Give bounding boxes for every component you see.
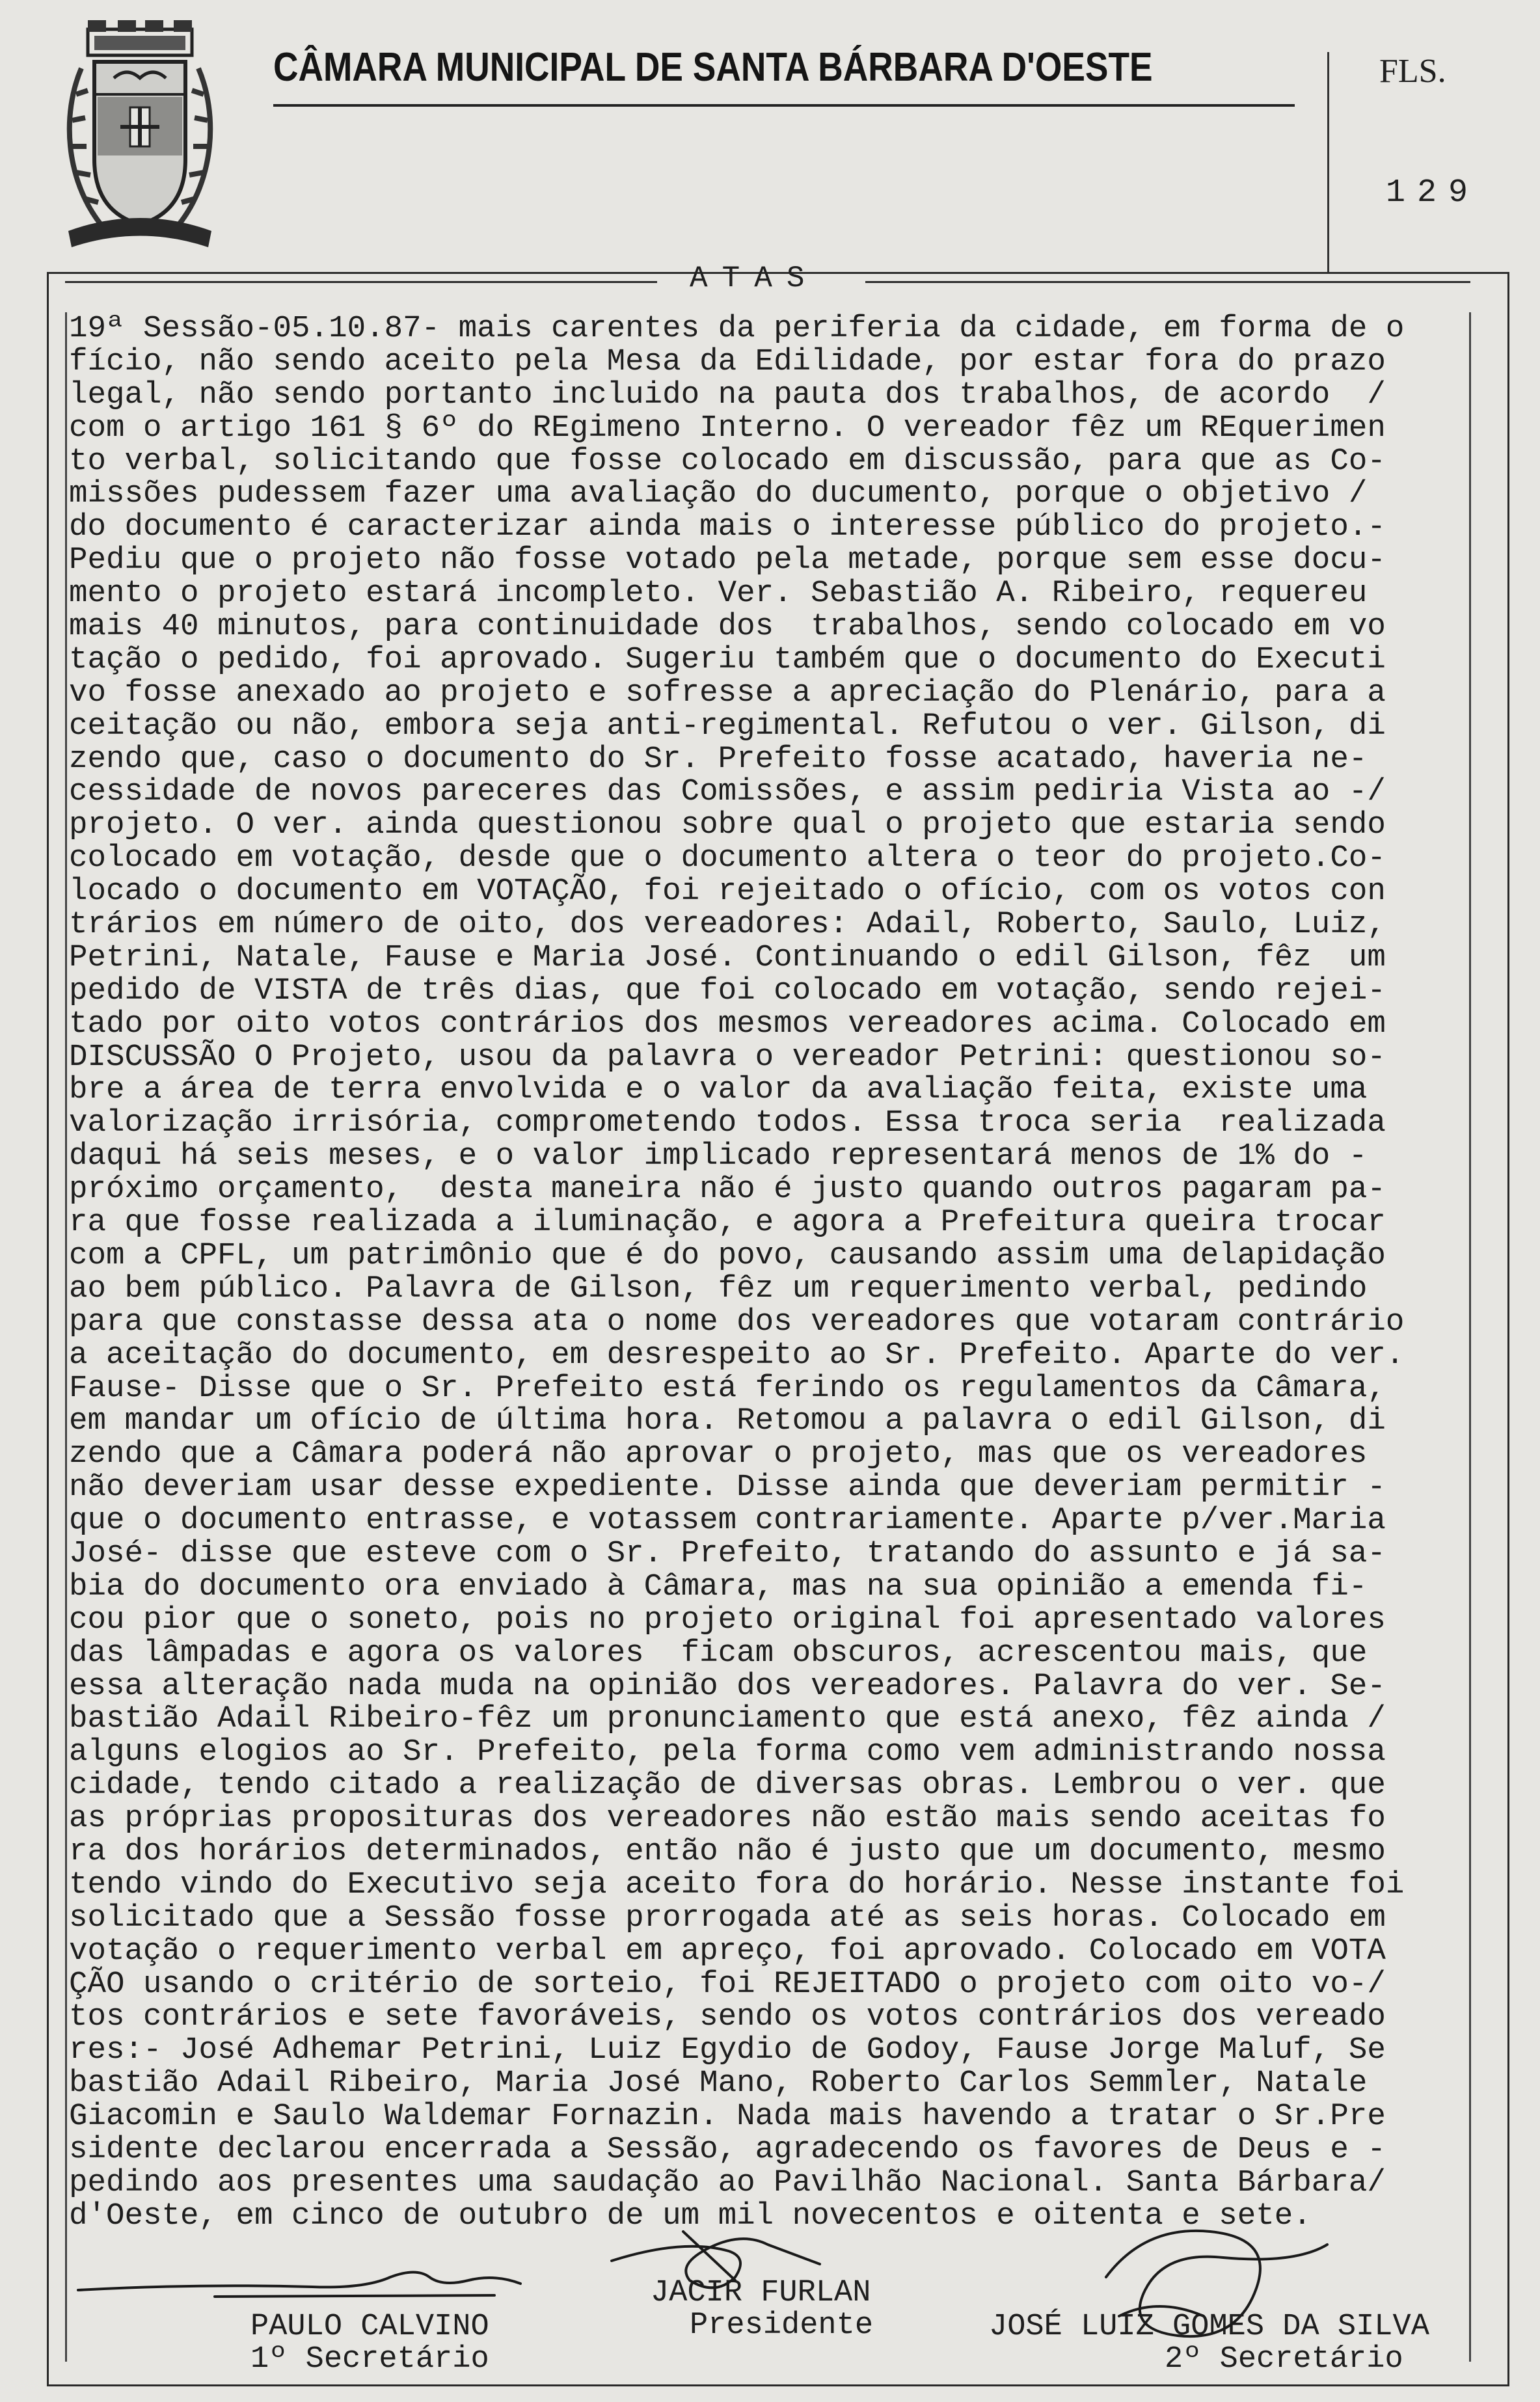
minutes-line: 19ª Sessão-05.10.87- mais carentes da periferia da cidade, em forma de o xyxy=(69,311,1405,346)
minutes-line: Giacomin e Saulo Waldemar Fornazin. Nada mais havendo a tratar o Sr.Pre xyxy=(69,2099,1386,2135)
minutes-line: ÇÃO usando o critério de sorteio, foi REJEITADO o projeto com oito vo-/ xyxy=(69,1966,1386,2002)
minutes-line: to verbal, solicitando que fosse colocado em discussão, para que as Co- xyxy=(69,443,1386,479)
minutes-line: bre a área de terra envolvida e o valor da avaliação feita, existe uma xyxy=(69,1072,1368,1108)
minutes-line: sidente declarou encerrada a Sessão, agradecendo os favores de Deus e - xyxy=(69,2131,1386,2167)
section-rule-left xyxy=(65,281,657,283)
president-name: JACIR FURLAN xyxy=(651,2276,871,2310)
minutes-line: ceitação ou não, embora seja anti-regimental. Refutou o ver. Gilson, di xyxy=(69,708,1386,744)
minutes-line: bastião Adail Ribeiro, Maria José Mano, Roberto Carlos Semmler, Natale xyxy=(69,2066,1368,2101)
minutes-line: mento o projeto estará incompleto. Ver. Sebastião A. Ribeiro, requereu xyxy=(69,576,1368,612)
minutes-line: das lâmpadas e agora os valores ficam obscuros, acrescentou mais, que xyxy=(69,1635,1368,1671)
minutes-line: com a CPFL, um patrimônio que é do povo, causando assim uma delapidação xyxy=(69,1237,1386,1273)
minutes-line: não deveriam usar desse expediente. Disse ainda que deveriam permitir - xyxy=(69,1470,1386,1505)
minutes-line: votação o requerimento verbal em apreço, foi aprovado. Colocado em VOTA xyxy=(69,1933,1386,1969)
first-secretary-name: PAULO CALVINO xyxy=(250,2310,489,2344)
minutes-line: tos contrários e sete favoráveis, sendo os votos contrários dos vereado xyxy=(69,1999,1386,2035)
minutes-line: pedindo aos presentes uma saudação ao Pavilhão Nacional. Santa Bárbara/ xyxy=(69,2165,1386,2200)
president-title: Presidente xyxy=(690,2308,874,2343)
minutes-line: colocado em votação, desde que o documento altera o teor do projeto.Co- xyxy=(69,841,1386,876)
minutes-line: próximo orçamento, desta maneira não é justo quando outros pagaram pa- xyxy=(69,1172,1386,1208)
minutes-line: cou pior que o soneto, pois no projeto original foi apresentado valores xyxy=(69,1602,1386,1638)
second-secretary-name: JOSÉ LUIZ GOMES DA SILVA xyxy=(989,2310,1429,2344)
margin-line-right xyxy=(1469,312,1471,2362)
minutes-line: José- disse que esteve com o Sr. Prefeito, tratando do assunto e já sa- xyxy=(69,1535,1386,1571)
municipal-crest-icon xyxy=(62,16,218,257)
title-underline xyxy=(273,104,1295,107)
minutes-line: que o documento entrasse, e votassem contrariamente. Aparte p/ver.Maria xyxy=(69,1503,1386,1539)
page-number: 129 xyxy=(1386,174,1480,211)
minutes-line: legal, não sendo portanto incluido na pauta dos trabalhos, de acordo / xyxy=(69,377,1386,412)
minutes-line: Fause- Disse que o Sr. Prefeito está ferindo os regulamentos da Câmara, xyxy=(69,1370,1386,1406)
minutes-line: trários em número de oito, dos vereadores: Adail, Roberto, Saulo, Luiz, xyxy=(69,907,1386,943)
minutes-line: d'Oeste, em cinco de outubro de um mil novecentos e oitenta e sete. xyxy=(69,2198,1312,2233)
minutes-line: Pediu que o projeto não fosse votado pela metade, porque sem esse docu- xyxy=(69,543,1386,578)
minutes-line: valorização irrisória, comprometendo todos. Essa troca seria realizada xyxy=(69,1105,1386,1141)
minutes-line: em mandar um ofício de última hora. Retomou a palavra o edil Gilson, di xyxy=(69,1403,1386,1439)
minutes-line: mais 40 minutos, para continuidade dos trabalhos, sendo colocado em vo xyxy=(69,609,1386,645)
minutes-line: as próprias proposituras dos vereadores não estão mais sendo aceitas fo xyxy=(69,1801,1386,1837)
minutes-line: zendo que a Câmara poderá não aprovar o projeto, mas que os vereadores xyxy=(69,1437,1368,1472)
minutes-line: fício, não sendo aceito pela Mesa da Edilidade, por estar fora do prazo xyxy=(69,344,1386,379)
fls-divider xyxy=(1327,52,1329,273)
minutes-line: bastião Adail Ribeiro-fêz um pronunciamento que está anexo, fêz ainda / xyxy=(69,1701,1386,1737)
document-title: CÂMARA MUNICIPAL DE SANTA BÁRBARA D'OESTE xyxy=(273,45,1153,90)
minutes-line: tado por oito votos contrários dos mesmos vereadores acima. Colocado em xyxy=(69,1006,1386,1042)
minutes-line: bia do documento ora enviado à Câmara, mas na sua opinião a emenda fi- xyxy=(69,1569,1368,1604)
minutes-line: do documento é caracterizar ainda mais o interesse público do projeto.- xyxy=(69,509,1386,545)
minutes-line: daqui há seis meses, e o valor implicado representará menos de 1% do - xyxy=(69,1139,1368,1174)
minutes-line: missões pudessem fazer uma avaliação do ducumento, porque o objetivo / xyxy=(69,476,1368,512)
minutes-line: projeto. O ver. ainda questionou sobre qual o projeto que estaria sendo xyxy=(69,807,1386,843)
minutes-line: locado o documento em VOTAÇÃO, foi rejeitado o ofício, com os votos con xyxy=(69,874,1386,910)
second-secretary-title: 2º Secretário xyxy=(1165,2342,1403,2377)
minutes-line: a aceitação do documento, em desrespeito ao Sr. Prefeito. Aparte do ver. xyxy=(69,1337,1405,1373)
minutes-line: zendo que, caso o documento do Sr. Prefeito fosse acatado, haveria ne- xyxy=(69,741,1368,777)
first-secretary-title: 1º Secretário xyxy=(250,2342,489,2377)
minutes-line: alguns elogios ao Sr. Prefeito, pela forma como vem administrando nossa xyxy=(69,1734,1386,1770)
minutes-line: Petrini, Natale, Fause e Maria José. Continuando o edil Gilson, fêz um xyxy=(69,939,1386,975)
minutes-line: ao bem público. Palavra de Gilson, fêz um requerimento verbal, pedindo xyxy=(69,1271,1368,1306)
minutes-line: para que constasse dessa ata o nome dos vereadores que votaram contrário xyxy=(69,1304,1405,1340)
fls-label: FLS. xyxy=(1379,53,1446,90)
minutes-line: ra que fosse realizada a iluminação, e agora a Prefeitura queira trocar xyxy=(69,1205,1386,1241)
minutes-line: pedido de VISTA de três dias, que foi colocado em votação, sendo rejei- xyxy=(69,973,1386,1008)
minutes-line: tação o pedido, foi aprovado. Sugeriu também que o documento do Executi xyxy=(69,641,1386,677)
minutes-line: cessidade de novos pareceres das Comissões, e assim pediria Vista ao -/ xyxy=(69,774,1386,810)
minutes-line: cidade, tendo citado a realização de diversas obras. Lembrou o ver. que xyxy=(69,1768,1386,1803)
margin-line-left xyxy=(65,312,67,2362)
minutes-line: com o artigo 161 § 6º do REgimeno Interno. O vereador fêz um REquerimen xyxy=(69,410,1386,446)
section-title: ATAS xyxy=(690,262,819,295)
section-rule-right xyxy=(865,281,1470,283)
minutes-line: tendo vindo do Executivo seja aceito fora do horário. Nesse instante foi xyxy=(69,1867,1405,1902)
minutes-line: DISCUSSÃO O Projeto, usou da palavra o vereador Petrini: questionou so- xyxy=(69,1039,1386,1075)
minutes-line: res:- José Adhemar Petrini, Luiz Egydio de Godoy, Fause Jorge Maluf, Se xyxy=(69,2032,1386,2068)
minutes-line: ra dos horários determinados, então não é justo que um documento, mesmo xyxy=(69,1833,1386,1869)
minutes-body xyxy=(69,312,1468,2233)
minutes-line: solicitado que a Sessão fosse prorrogada até as seis horas. Colocado em xyxy=(69,1900,1386,1936)
minutes-line: essa alteração nada muda na opinião dos vereadores. Palavra do ver. Se- xyxy=(69,1668,1386,1704)
minutes-line: vo fosse anexado ao projeto e sofresse a apreciação do Plenário, para a xyxy=(69,675,1386,710)
